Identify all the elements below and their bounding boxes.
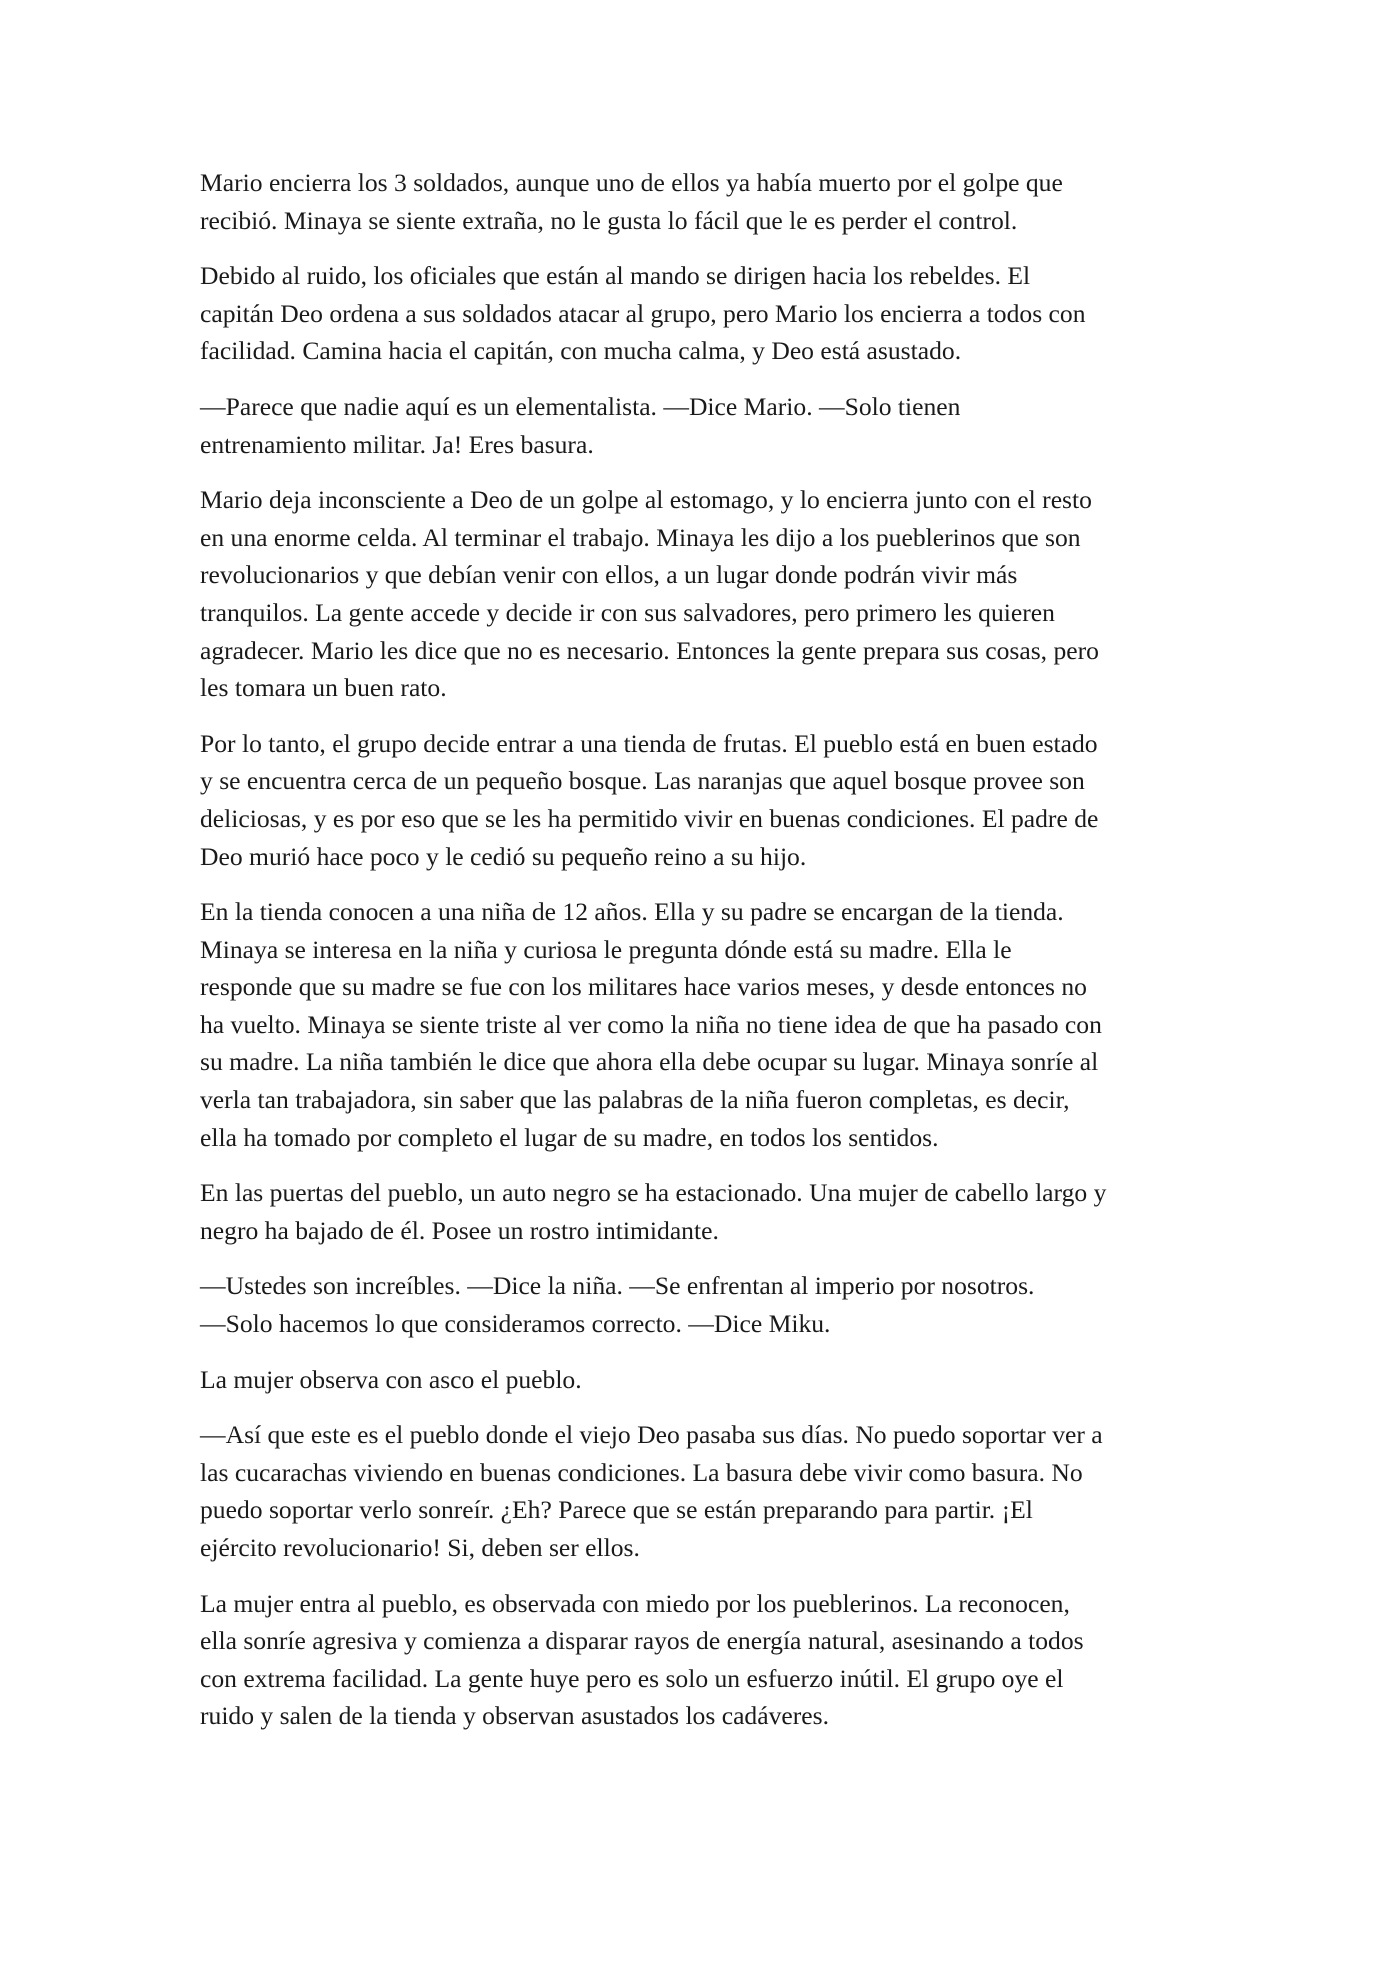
paragraph bbox=[200, 893, 1210, 1156]
text-line: revolucionarios y que debían venir con ellos, a un lugar donde podrán vivir más bbox=[200, 560, 1018, 590]
text-line: ejército revolucionario! Si, deben ser ellos. bbox=[200, 1533, 640, 1562]
text-line: recibió. Minaya se siente extraña, no le gusta lo fácil que le es perder el control. bbox=[200, 205, 1018, 235]
document-body bbox=[200, 164, 1210, 1735]
text-line: ha vuelto. Minaya se siente triste al ver como la niña no tiene idea de que ha pasado con bbox=[200, 1009, 1102, 1039]
paragraph bbox=[200, 1361, 1210, 1399]
paragraph bbox=[200, 725, 1210, 875]
text-line: Debido al ruido, los oficiales que están al mando se dirigen hacia los rebeldes. El bbox=[200, 261, 1031, 291]
paragraph bbox=[200, 481, 1210, 707]
text-line: en una enorme celda. Al terminar el trabajo. Minaya les dijo a los pueblerinos que son bbox=[200, 522, 1081, 552]
text-line: capitán Deo ordena a sus soldados atacar al grupo, pero Mario los encierra a todos con bbox=[200, 298, 1086, 328]
text-line: En las puertas del pueblo, un auto negro se ha estacionado. Una mujer de cabello largo y bbox=[200, 1178, 1107, 1208]
paragraph bbox=[200, 1174, 1210, 1249]
text-line: y se encuentra cerca de un pequeño bosque. Las naranjas que aquel bosque provee son bbox=[200, 766, 1085, 796]
text-line: tranquilos. La gente accede y decide ir con sus salvadores, pero primero les quieren bbox=[200, 597, 1055, 627]
text-line: La mujer entra al pueblo, es observada con miedo por los pueblerinos. La reconocen, bbox=[200, 1588, 1070, 1618]
text-line: puedo soportar verlo sonreír. ¿Eh? Parece que se están preparando para partir. ¡El bbox=[200, 1495, 1033, 1525]
text-line: En la tienda conocen a una niña de 12 años. Ella y su padre se encargan de la tienda. bbox=[200, 897, 1064, 927]
text-line: negro ha bajado de él. Posee un rostro intimidante. bbox=[200, 1215, 719, 1245]
paragraph bbox=[200, 1585, 1210, 1735]
text-line: les tomara un buen rato. bbox=[200, 673, 447, 703]
paragraph bbox=[200, 257, 1210, 370]
text-line: La mujer observa con asco el pueblo. bbox=[200, 1364, 582, 1394]
text-line: ella sonríe agresiva y comienza a disparar rayos de energía natural, asesinando a todos bbox=[200, 1626, 1084, 1656]
text-line: Mario deja inconsciente a Deo de un golpe al estomago, y lo encierra junto con el resto bbox=[200, 485, 1092, 515]
text-line: ella ha tomado por completo el lugar de su madre, en todos los sentidos. bbox=[200, 1122, 939, 1152]
text-line: Mario encierra los 3 soldados, aunque uno de ellos ya había muerto por el golpe que bbox=[200, 168, 1063, 197]
text-line: responde que su madre se fue con los militares hace varios meses, y desde entonces no bbox=[200, 972, 1087, 1002]
text-line: Minaya se interesa en la niña y curiosa le pregunta dónde está su madre. Ella le bbox=[200, 934, 1012, 964]
text-line: facilidad. Camina hacia el capitán, con mucha calma, y Deo está asustado. bbox=[200, 336, 962, 366]
text-line: las cucarachas viviendo en buenas condiciones. La basura debe vivir como basura. No bbox=[200, 1457, 1083, 1487]
paragraph bbox=[200, 164, 1210, 239]
text-line: agradecer. Mario les dice que no es necesario. Entonces la gente prepara sus cosas, pero bbox=[200, 635, 1099, 665]
text-line: entrenamiento militar. Ja! Eres basura. bbox=[200, 429, 594, 459]
text-line: Por lo tanto, el grupo decide entrar a una tienda de frutas. El pueblo está en buen estado bbox=[200, 728, 1098, 758]
text-line: Deo murió hace poco y le cedió su pequeño reino a su hijo. bbox=[200, 841, 807, 871]
text-line: ruido y salen de la tienda y observan asustados los cadáveres. bbox=[200, 1701, 829, 1731]
text-line: —Parece que nadie aquí es un elementalista. —Dice Mario. —Solo tienen bbox=[200, 391, 961, 421]
text-line: —Solo hacemos lo que consideramos correcto. —Dice Miku. bbox=[200, 1309, 831, 1339]
text-line: —Ustedes son increíbles. —Dice la niña. —Se enfrentan al imperio por nosotros. bbox=[200, 1271, 1035, 1301]
dialogue-paragraph bbox=[200, 388, 1210, 463]
text-line: verla tan trabajadora, sin saber que las palabras de la niña fueron completas, es decir, bbox=[200, 1085, 1070, 1115]
text-line: —Así que este es el pueblo donde el viejo Deo pasaba sus días. No puedo soportar ver a bbox=[200, 1420, 1103, 1450]
dialogue-paragraph bbox=[200, 1267, 1210, 1342]
dialogue-paragraph bbox=[200, 1416, 1210, 1566]
text-line: deliciosas, y es por eso que se les ha permitido vivir en buenas condiciones. El padre de bbox=[200, 803, 1099, 833]
text-line: su madre. La niña también le dice que ahora ella debe ocupar su lugar. Minaya sonríe al bbox=[200, 1047, 1099, 1077]
text-line: con extrema facilidad. La gente huye pero es solo un esfuerzo inútil. El grupo oye el bbox=[200, 1663, 1064, 1693]
